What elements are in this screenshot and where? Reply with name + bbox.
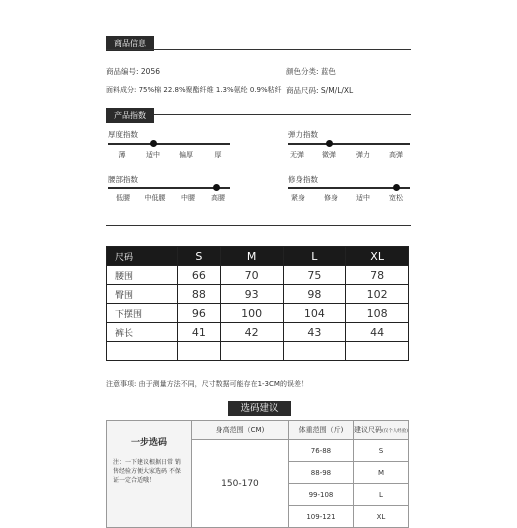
height-range: 150-170 [191,440,288,528]
fit-marker [393,184,400,191]
table-cell: 44 [346,323,409,342]
table-cell: 102 [346,285,409,304]
table-cell: 100 [220,304,283,323]
level-label: 高弹 [389,151,403,159]
recommended-size: S [353,440,408,462]
weight-range: 99-108 [288,484,353,506]
level-label: 适中 [356,194,370,202]
waist-title: 腰部指数 [108,175,138,184]
step-cell [107,421,192,528]
table-cell: 下摆围 [107,304,178,323]
level-label: 中腰 [181,194,195,202]
table-row [107,285,409,304]
level-label: 厚 [214,151,222,159]
fit-scale [288,187,410,189]
table-cell: 裤长 [107,323,178,342]
weight-header: 体重范围（斤) [288,421,353,440]
table-cell [346,342,409,361]
height-header: 身高范围（CM) [191,421,288,440]
table-cell: 70 [220,266,283,285]
thickness-scale [108,143,230,145]
table-cell: 93 [220,285,283,304]
recommended-size: L [353,484,408,506]
elasticity-marker [326,140,333,147]
measurement-note: 注意事项: 由于测量方法不同，尺寸数据可能存在1-3CM的误差！ [106,380,308,388]
size-header [353,421,408,440]
table-cell: 88 [178,285,221,304]
level-label: 适中 [146,151,160,159]
weight-range: 88-98 [288,462,353,484]
thickness-title: 厚度指数 [108,130,138,139]
table-cell [107,342,178,361]
table-cell: 98 [283,285,346,304]
table-cell [220,342,283,361]
table-row [107,266,409,285]
table-cell: 75 [283,266,346,285]
thickness-marker [150,140,157,147]
table-cell: 腰围 [107,266,178,285]
level-label: 低腰 [116,194,130,202]
product-code: 商品编号: 2056 [106,67,160,76]
waist-marker [213,184,220,191]
size-header-label: 建议尺码 [353,426,382,434]
level-label: 宽松 [389,194,403,202]
table-header-cell: XL [346,247,409,266]
table-header-cell: 尺码 [107,247,178,266]
table-cell: 78 [346,266,409,285]
table-header-cell: S [178,247,221,266]
color-category: 颜色分类: 蓝色 [286,67,336,76]
elasticity-title: 弹力指数 [288,130,318,139]
table-cell: 96 [178,304,221,323]
recommend-title: 选码建议 [228,401,291,416]
step-note: 注：一下建议根据日常 销售经验方便大家选码 不保证一定合适哦！ [113,459,181,484]
table-header-cell: L [283,247,346,266]
product-info-tag: 商品信息 [106,36,154,51]
weight-range: 109-121 [288,506,353,528]
divider [106,49,411,50]
material-composition: 面料成分: 75%棉 22.8%聚酯纤维 1.3%氨纶 0.9%粘纤 [106,86,282,94]
table-cell: 42 [220,323,283,342]
table-row [107,323,409,342]
table-cell: 104 [283,304,346,323]
size-table-header [107,247,409,266]
table-cell: 43 [283,323,346,342]
table-row [107,304,409,323]
level-label: 薄 [118,151,126,159]
size-table [106,246,409,361]
size-options: 商品尺码: S/M/L/XL [286,86,354,95]
level-label: 偏厚 [179,151,193,159]
table-cell: 41 [178,323,221,342]
level-label: 紧身 [291,194,305,202]
recommended-size: M [353,462,408,484]
weight-range: 76-88 [288,440,353,462]
table-row [107,342,409,361]
size-header-note: (仅个人经验) [381,429,408,434]
table-cell [283,342,346,361]
table-cell: 66 [178,266,221,285]
product-index-tag: 产品指数 [106,108,154,123]
step-title: 一步选码 [130,438,167,448]
elasticity-scale [288,143,410,145]
waist-scale [108,187,230,189]
recommended-size: XL [353,506,408,528]
level-label: 弹力 [356,151,370,159]
level-label: 高腰 [211,194,225,202]
table-cell: 臀围 [107,285,178,304]
recommend-header-row [107,421,409,440]
level-label: 微弹 [322,151,336,159]
table-cell: 108 [346,304,409,323]
divider [106,225,411,226]
table-header-cell: M [220,247,283,266]
level-label: 修身 [324,194,338,202]
level-label: 中低腰 [144,194,166,202]
table-cell [178,342,221,361]
fit-title: 修身指数 [288,175,318,184]
size-recommend-table [106,420,409,528]
level-label: 无弹 [290,151,304,159]
